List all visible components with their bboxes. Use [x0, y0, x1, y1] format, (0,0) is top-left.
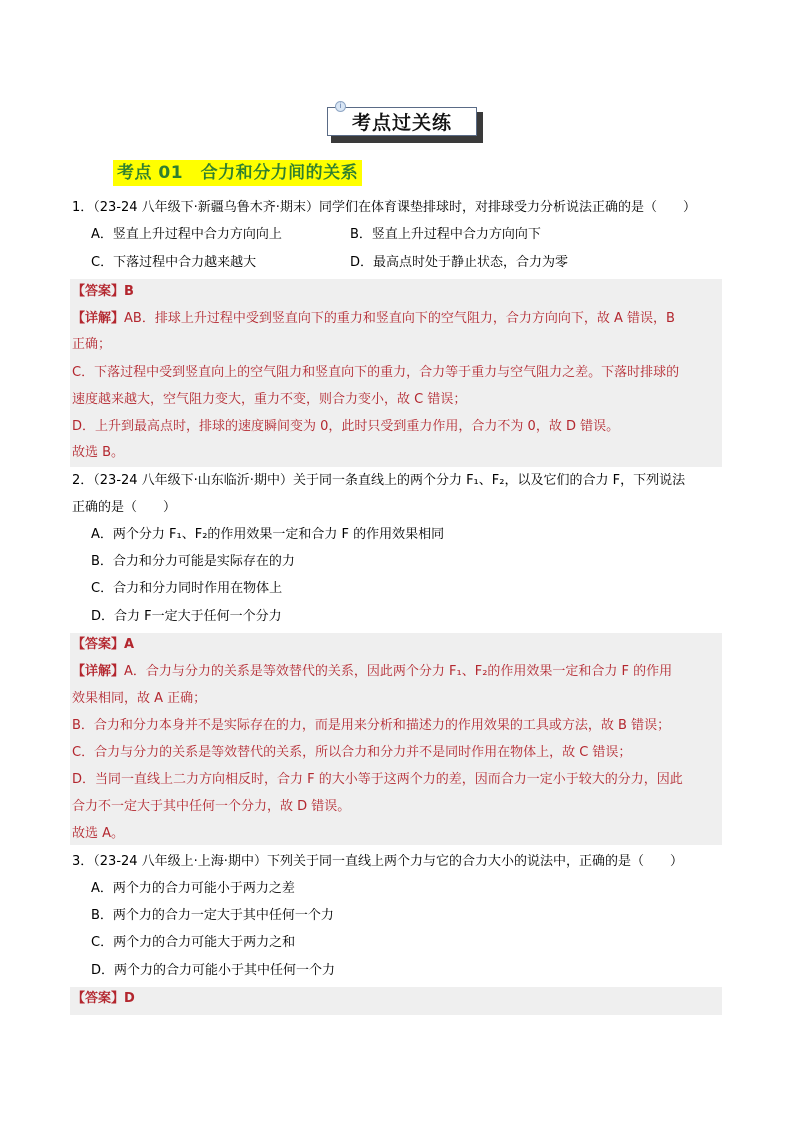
answer-value: B — [124, 284, 134, 299]
answer-block-3 — [70, 987, 722, 1015]
question-2-option-d: D．合力 F一定大于任何一个分力 — [91, 609, 282, 624]
answer-label: 【答案】 — [72, 284, 125, 299]
question-3-option-b: B．两个力的合力一定大于其中任何一个力 — [91, 908, 334, 923]
question-3-option-a: A．两个力的合力可能小于两力之差 — [91, 881, 295, 896]
question-1-detail-line-5: D．上升到最高点时，排球的速度瞬间变为 0，此时只受到重力作用，合力不为 0，故 D 错误。 — [72, 419, 620, 434]
question-1-option-d: D．最高点时处于静止状态，合力为零 — [350, 255, 569, 270]
answer-label: 【答案】 — [72, 991, 125, 1006]
question-2-stem-line-1: 2．（23-24 八年级下·山东临沂·期中）关于同一条直线上的两个分力 F₁、F₂，以及它们的合力 F，下列说法 — [72, 473, 686, 488]
question-2-detail-line-3: B．合力和分力本身并不是实际存在的力，而是用来分析和描述力的作用效果的工具或方法，故 B 错误； — [72, 718, 671, 733]
question-1-detail-line-2: 正确； — [72, 337, 112, 352]
question-1-stem: 1．（23-24 八年级下·新疆乌鲁木齐·期末）同学们在体育课垫排球时，对排球受力分析说法正确的是（ ） — [72, 200, 696, 215]
question-1-option-b: B．竖直上升过程中合力方向向下 — [350, 227, 541, 242]
page-title: 考点过关练 — [327, 107, 477, 136]
detail-text: A．合力与分力的关系是等效替代的关系，因此两个分力 F₁、F₂的作用效果一定和合力 F 的作用 — [124, 664, 673, 679]
question-2-detail-line-6: 合力不一定大于其中任何一个分力，故 D 错误。 — [72, 799, 351, 814]
answer-value: D — [124, 991, 135, 1006]
detail-label: 【详解】 — [72, 311, 125, 326]
question-3-answer — [72, 988, 135, 1010]
question-1-option-a: A．竖直上升过程中合力方向向上 — [91, 227, 282, 242]
answer-label: 【答案】 — [72, 637, 125, 652]
answer-value: A — [124, 637, 135, 652]
question-1-detail-line-6: 故选 B。 — [72, 445, 125, 460]
detail-text: AB．排球上升过程中受到竖直向下的重力和竖直向下的空气阻力，合力方向向下，故 A 错误，B — [124, 311, 675, 326]
question-1-detail-line-4: 速度越来越大，空气阻力变大，重力不变，则合力变小，故 C 错误； — [72, 392, 467, 407]
question-2-answer — [72, 634, 134, 656]
title-banner — [327, 107, 483, 141]
question-2-detail-line-5: D．当同一直线上二力方向相反时，合力 F 的大小等于这两个力的差，因而合力一定小于较大的分力，因此 — [72, 772, 683, 787]
question-1-option-c: C．下落过程中合力越来越大 — [91, 255, 257, 270]
question-2-detail-line-2: 效果相同，故 A 正确； — [72, 691, 207, 706]
question-1-detail-line-1 — [72, 308, 675, 330]
detail-label: 【详解】 — [72, 664, 125, 679]
question-1-detail-line-3: C．下落过程中受到竖直向上的空气阻力和竖直向下的重力，合力等于重力与空气阻力之差。下落时排球的 — [72, 365, 680, 380]
question-2-detail-line-7: 故选 A。 — [72, 826, 125, 841]
question-2-detail-line-4: C．合力与分力的关系是等效替代的关系，所以合力和分力并不是同时作用在物体上，故 C 错误； — [72, 745, 632, 760]
question-2-option-b: B．合力和分力可能是实际存在的力 — [91, 554, 295, 569]
info-dot-icon: i — [335, 101, 346, 112]
question-2-detail-line-1 — [72, 661, 672, 683]
section-heading: 考点 01 合力和分力间的关系 — [113, 160, 362, 186]
question-2-option-c: C．合力和分力同时作用在物体上 — [91, 581, 283, 596]
question-1-answer — [72, 281, 134, 303]
question-3-option-d: D．两个力的合力可能小于其中任何一个力 — [91, 963, 336, 978]
question-2-stem-line-2: 正确的是（ ） — [72, 500, 177, 515]
question-3-option-c: C．两个力的合力可能大于两力之和 — [91, 935, 296, 950]
question-2-option-a: A．两个分力 F₁、F₂的作用效果一定和合力 F 的作用效果相同 — [91, 527, 445, 542]
question-3-stem: 3．（23-24 八年级上·上海·期中）下列关于同一直线上两个力与它的合力大小的说法中，正确的是（ ） — [72, 854, 683, 869]
